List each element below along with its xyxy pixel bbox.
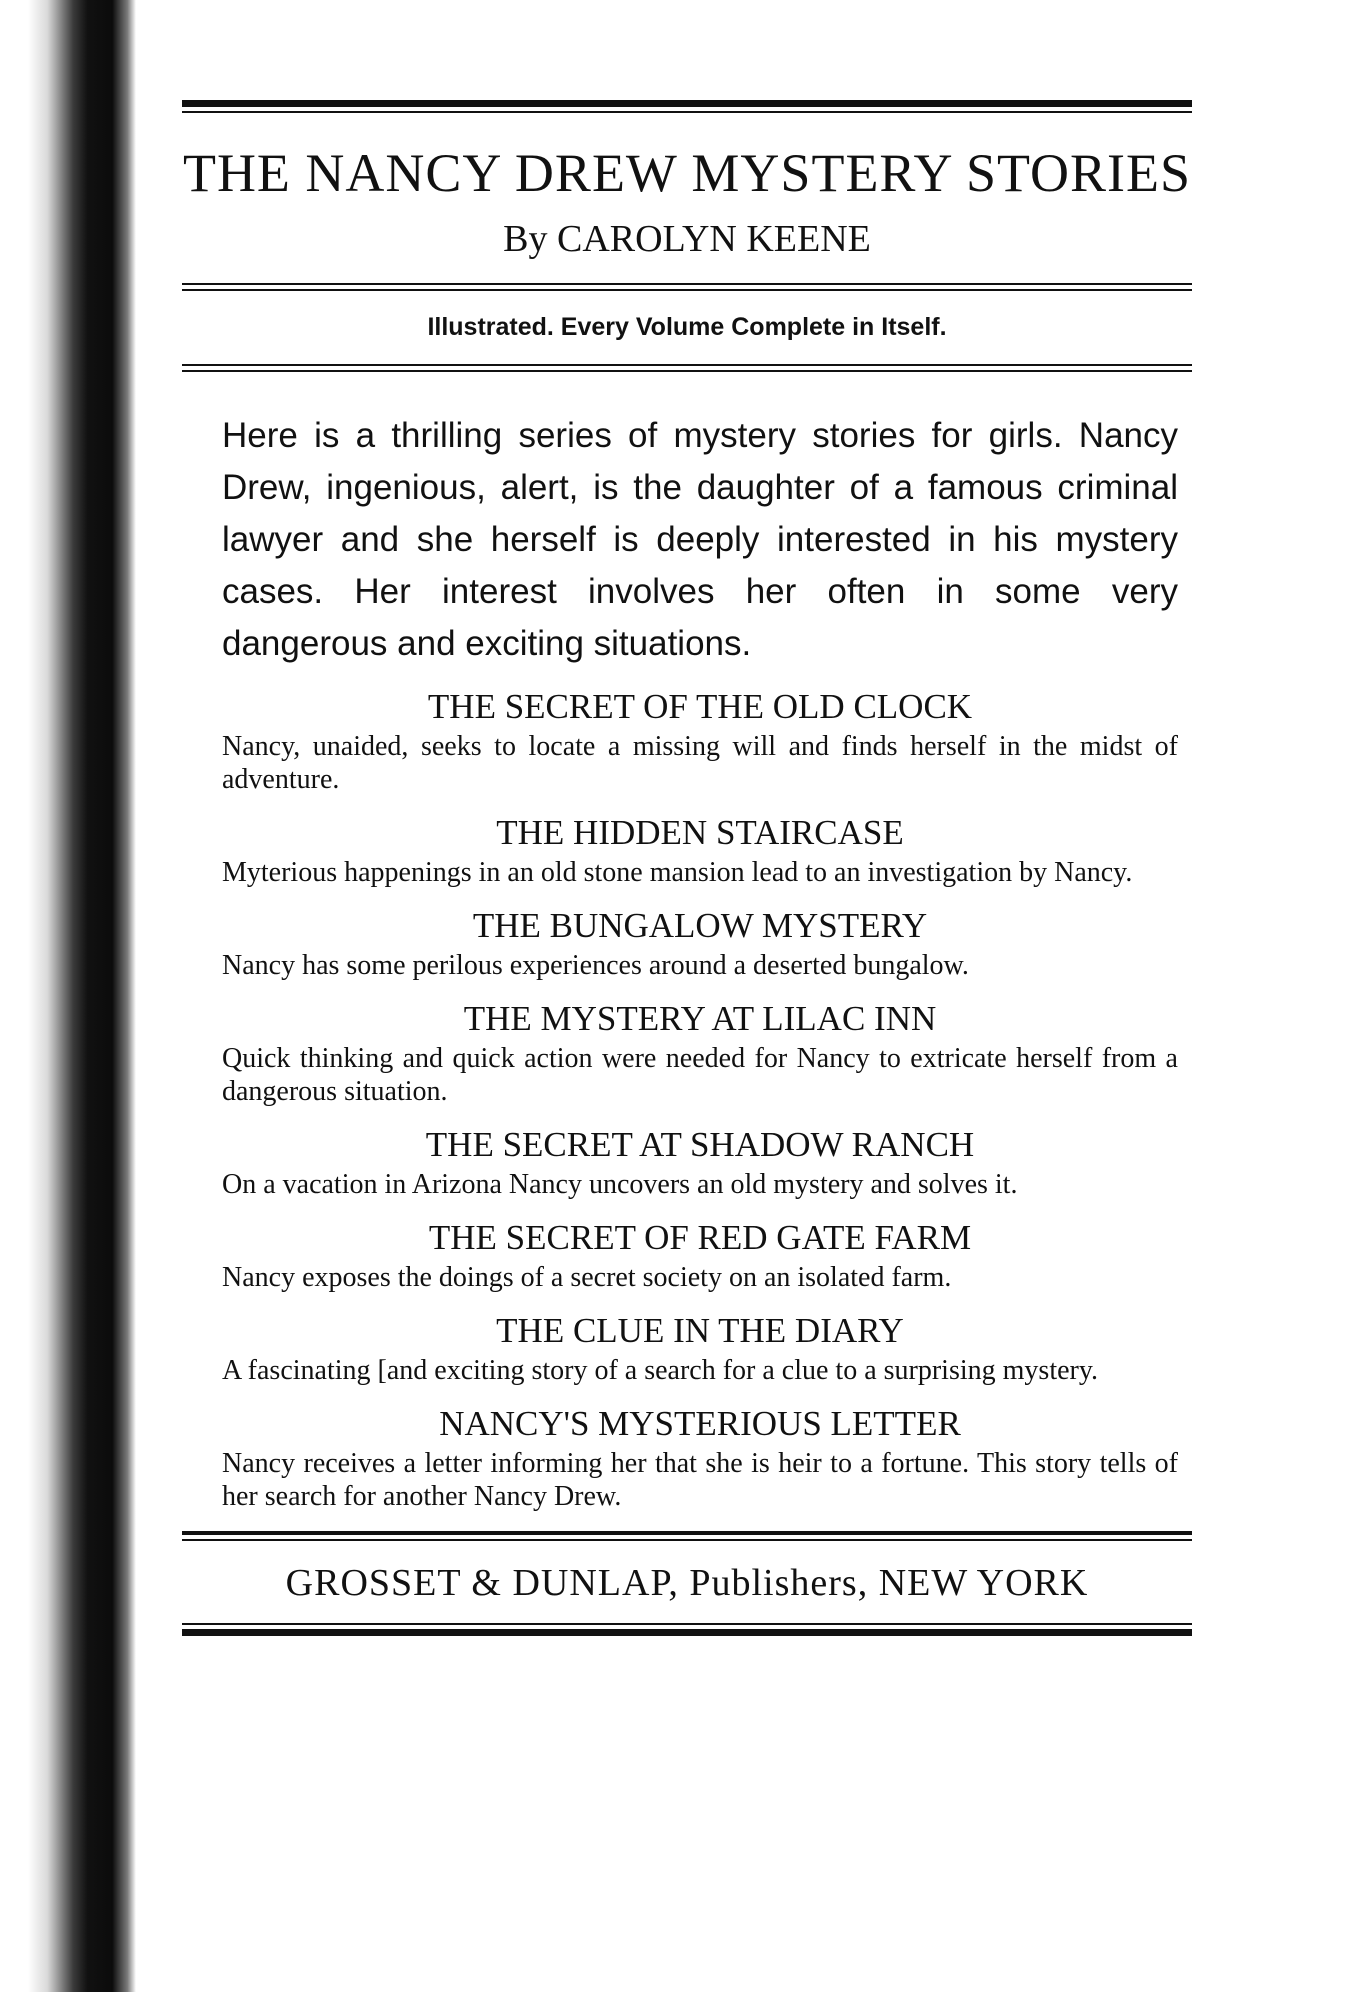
book-description: Nancy, unaided, seeks to locate a missing will and finds herself in the midst of adventure.	[222, 731, 1178, 795]
book-binding-shadow	[28, 0, 136, 1992]
book-description: Nancy receives a letter informing her that she is heir to a fortune. This story tells of her search for another Nancy Drew.	[222, 1448, 1178, 1512]
book-description: Nancy has some perilous experiences around a deserted bungalow.	[222, 950, 969, 981]
book-title: THE BUNGALOW MYSTERY	[472, 906, 928, 945]
book-entry	[222, 1403, 1178, 1513]
book-description: On a vacation in Arizona Nancy uncovers an old mystery and solves it.	[222, 1169, 1018, 1200]
book-title: THE CLUE IN THE DIARY	[496, 1311, 904, 1350]
series-intro: Here is a thrilling series of mystery stories for girls. Nancy Drew, ingenious, alert, is the daughter of a famous criminal lawyer and she herself is deeply interested in his mystery cases. Her interest involves her often in some very dangerous and exciting situations.	[222, 416, 1178, 663]
advertisement-page	[182, 100, 1192, 1636]
book-entry	[222, 812, 1178, 889]
series-tagline: Illustrated. Every Volume Complete in Itself.	[427, 313, 947, 341]
book-entry	[222, 905, 1178, 982]
book-entry	[222, 998, 1178, 1108]
tagline-top-rule	[182, 283, 1192, 291]
book-title: THE SECRET AT SHADOW RANCH	[425, 1125, 975, 1164]
top-rule	[182, 100, 1192, 113]
book-entry	[222, 1217, 1178, 1294]
author-byline: By CAROLYN KEENE	[503, 218, 871, 260]
footer-top-rule	[182, 1531, 1192, 1541]
book-description: Quick thinking and quick action were needed for Nancy to extricate herself from a dangerous situation.	[222, 1043, 1178, 1107]
book-title: NANCY'S MYSTERIOUS LETTER	[439, 1404, 961, 1443]
series-title: THE NANCY DREW MYSTERY STORIES	[182, 143, 1192, 203]
book-description: A fascinating [and exciting story of a search for a clue to a surprising mystery.	[222, 1355, 1099, 1386]
book-entry	[222, 1124, 1178, 1201]
book-title: THE HIDDEN STAIRCASE	[496, 813, 904, 852]
book-title: THE MYSTERY AT LILAC INN	[463, 999, 937, 1038]
book-description: Nancy exposes the doings of a secret society on an isolated farm.	[222, 1262, 952, 1293]
book-title: THE SECRET OF RED GATE FARM	[428, 1218, 972, 1257]
book-entry	[222, 1310, 1178, 1387]
book-description: Myterious happenings in an old stone mansion lead to an investigation by Nancy.	[222, 857, 1133, 888]
book-entry	[222, 686, 1178, 796]
book-title: THE SECRET OF THE OLD CLOCK	[427, 687, 973, 726]
publisher-line: GROSSET & DUNLAP, Publishers, NEW YORK	[285, 1562, 1089, 1604]
tagline-bottom-rule	[182, 364, 1192, 372]
bottom-rule	[182, 1623, 1192, 1636]
